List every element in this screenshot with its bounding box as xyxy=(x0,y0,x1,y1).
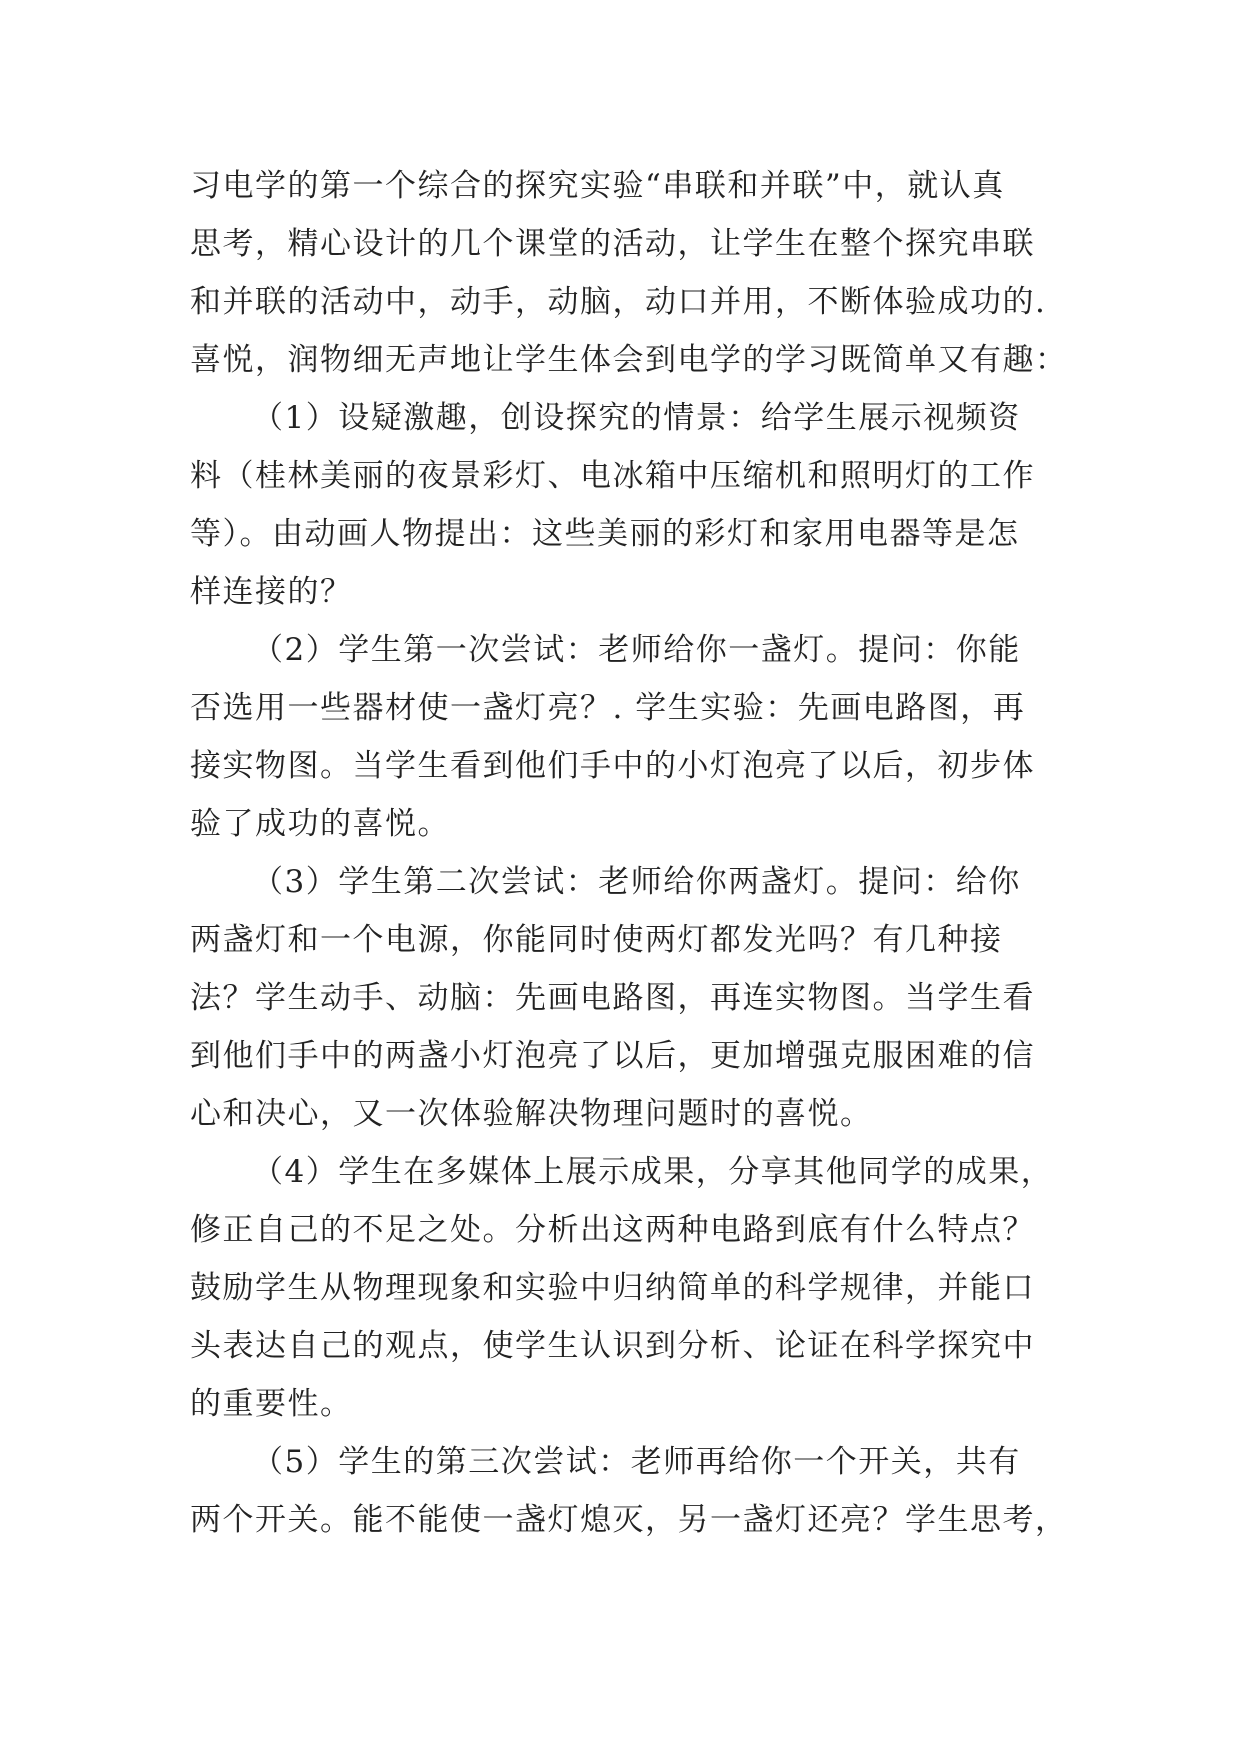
text-line: 两盏灯和一个电源，你能同时使两灯都发光吗？有几种接 xyxy=(190,922,1003,958)
document-body xyxy=(190,157,1070,1549)
text-line: 的重要性。 xyxy=(190,1386,353,1422)
text-line: 等）。由动画人物提出：这些美丽的彩灯和家用电器等是怎 xyxy=(190,516,1020,552)
text-line: （5）学生的第三次尝试：老师再给你一个开关，共有 xyxy=(252,1444,1021,1480)
paragraph-step-5 xyxy=(190,1433,1070,1549)
paragraph-step-4 xyxy=(190,1143,1070,1433)
text-line: （1）设疑激趣，创设探究的情景：给学生展示视频资 xyxy=(252,400,1021,436)
text-line: 习电学的第一个综合的探究实验“串联和并联”中，就认真 xyxy=(190,168,1005,204)
paragraph-intro-continuation xyxy=(190,157,1070,389)
text-line: 料（桂林美丽的夜景彩灯、电冰箱中压缩机和照明灯的工作 xyxy=(190,458,1035,494)
text-line: 到他们手中的两盏小灯泡亮了以后，更加增强克服困难的信 xyxy=(190,1038,1035,1074)
text-line: 验了成功的喜悦。 xyxy=(190,806,450,842)
text-line: 心和决心，又一次体验解决物理问题时的喜悦。 xyxy=(190,1096,873,1132)
text-line: （4）学生在多媒体上展示成果，分享其他同学的成果， xyxy=(252,1154,1054,1190)
text-line: 思考，精心设计的几个课堂的活动，让学生在整个探究串联 xyxy=(190,226,1035,262)
text-line: 喜悦，润物细无声地让学生体会到电学的学习既简单又有趣： xyxy=(190,342,1068,378)
paragraph-step-3 xyxy=(190,853,1070,1143)
text-line: （2）学生第一次尝试：老师给你一盏灯。提问：你能 xyxy=(252,632,1021,668)
text-line: 接实物图。当学生看到他们手中的小灯泡亮了以后，初步体 xyxy=(190,748,1035,784)
paragraph-step-2 xyxy=(190,621,1070,853)
text-line: 鼓励学生从物理现象和实验中归纳简单的科学规律，并能口 xyxy=(190,1270,1035,1306)
text-line: 修正自己的不足之处。分析出这两种电路到底有什么特点？ xyxy=(190,1212,1035,1248)
paragraph-step-1 xyxy=(190,389,1070,621)
text-line: 否选用一些器材使一盏灯亮？. 学生实验：先画电路图，再 xyxy=(190,690,1026,726)
text-line: 和并联的活动中，动手，动脑，动口并用，不断体验成功的. xyxy=(190,284,1047,320)
text-line: 法？学生动手、动脑：先画电路图，再连实物图。当学生看 xyxy=(190,980,1035,1016)
text-line: 两个开关。能不能使一盏灯熄灭，另一盏灯还亮？学生思考， xyxy=(190,1502,1068,1538)
text-line: 头表达自己的观点，使学生认识到分析、论证在科学探究中 xyxy=(190,1328,1035,1364)
text-line: （3）学生第二次尝试：老师给你两盏灯。提问：给你 xyxy=(252,864,1021,900)
text-line: 样连接的？ xyxy=(190,574,353,610)
